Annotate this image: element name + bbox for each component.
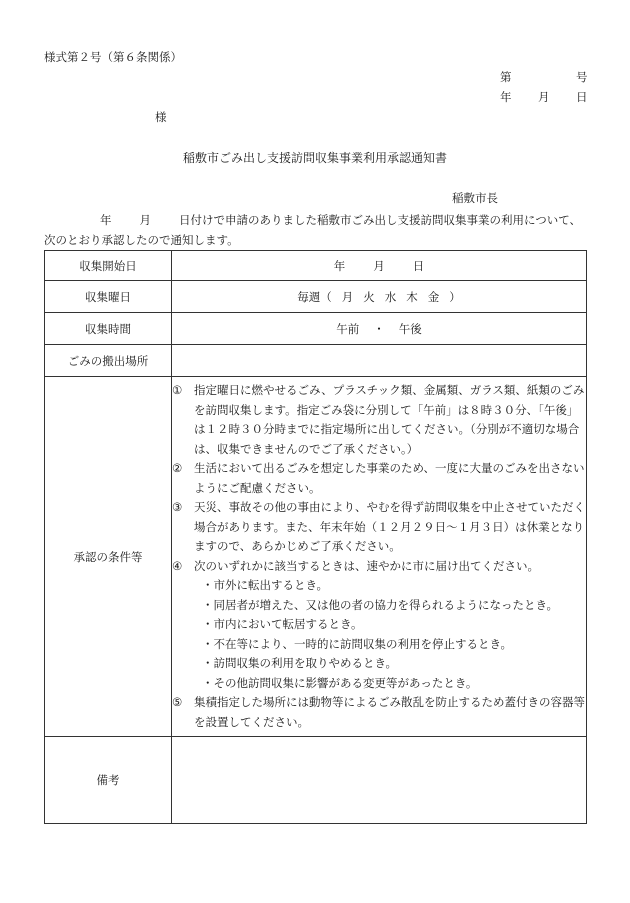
row-start-date <box>45 251 587 281</box>
weekday-mon: 月 <box>341 289 354 304</box>
place-value <box>172 345 587 377</box>
conditions-label: 承認の条件等 <box>45 377 172 737</box>
condition-mark: ③ <box>172 500 183 514</box>
condition-subitem: ・市外に転出するとき。 <box>202 578 329 592</box>
remarks-value <box>172 737 587 824</box>
form-number: 様式第２号（第６条関係） <box>44 50 182 64</box>
start-date-value <box>172 251 587 281</box>
condition-item <box>172 459 586 498</box>
time-value <box>172 313 587 345</box>
intro-text: 日付けで申請のありました稲敷市ごみ出し支援訪問収集事業の利用について、次のとおり承認したので通知します。 <box>44 213 582 247</box>
document-title: 稲敷市ごみ出し支援訪問収集事業利用承認通知書 <box>182 151 447 165</box>
weekday-fri: 金 <box>427 289 440 304</box>
weekday-thu: 木 <box>406 289 418 304</box>
condition-mark: ⑤ <box>172 695 183 709</box>
remarks-label: 備考 <box>45 737 172 824</box>
condition-mark: ② <box>172 461 183 475</box>
issuer-name: 稲敷市長 <box>452 191 498 205</box>
weekday-value <box>172 281 587 313</box>
time-separator: ・ <box>373 321 385 336</box>
issue-date-year: 年 <box>500 90 512 104</box>
condition-mark: ① <box>172 383 183 397</box>
condition-mark: ④ <box>172 558 183 573</box>
intro-paragraph <box>44 210 586 250</box>
start-date-label: 収集開始日 <box>45 251 172 281</box>
row-time <box>45 313 587 345</box>
weekday-suffix: ） <box>449 289 461 304</box>
time-pm: 午後 <box>398 321 422 336</box>
intro-year: 年 <box>100 213 112 227</box>
document-number-suffix: 号 <box>576 70 588 84</box>
condition-subitem: ・不在等により、一時的に訪問収集の利用を停止するとき。 <box>202 636 513 651</box>
row-weekday <box>45 281 587 313</box>
condition-item <box>172 498 586 557</box>
condition-subitem: ・その他訪問収集に影響がある変更等があったとき。 <box>202 675 478 690</box>
condition-text: 生活において出るごみを想定した事業のため、一度に大量のごみを出さないようにご配慮ください。 <box>194 461 585 495</box>
condition-text: 次のいずれかに該当するときは、速やかに市に届け出てください。 <box>194 558 539 573</box>
start-date-month: 月 <box>373 258 385 273</box>
row-remarks <box>45 737 587 824</box>
issue-date-month: 月 <box>538 90 550 104</box>
condition-item <box>172 693 586 732</box>
weekday-prefix: 毎週（ <box>297 289 332 304</box>
document-number-label: 第 <box>500 70 512 84</box>
condition-subitem: ・市内において転居するとき。 <box>202 617 363 631</box>
condition-text: 指定曜日に燃やせるごみ、プラスチック類、金属類、ガラス類、紙類のごみを訪問収集します。指定ごみ袋に分別して「午前」は８時３０分、「午後」は１２時３０分時までに指定場所に出してください。（分別が不適切な場合は、収集できませんのでご了承ください。） <box>194 383 585 456</box>
start-date-day: 日 <box>412 258 425 273</box>
row-place <box>45 345 587 377</box>
approval-table <box>44 250 587 824</box>
time-am: 午前 <box>336 321 360 336</box>
condition-item <box>172 381 586 459</box>
intro-month: 月 <box>139 213 151 227</box>
weekday-tue: 火 <box>363 289 375 304</box>
conditions-content <box>172 377 587 737</box>
condition-subitem: ・訪問収集の利用を取りやめるとき。 <box>202 656 398 670</box>
condition-item <box>172 557 586 577</box>
row-conditions <box>45 377 587 737</box>
issue-date-day: 日 <box>576 90 588 104</box>
addressee-suffix: 様 <box>155 110 167 124</box>
place-label: ごみの搬出場所 <box>45 345 172 377</box>
time-label: 収集時間 <box>45 313 172 345</box>
condition-subitem: ・同居者が増えた、又は他の者の協力を得られるようになったとき。 <box>202 597 559 612</box>
start-date-year: 年 <box>333 258 346 273</box>
condition-text: 天災、事故その他の事由により、やむを得ず訪問収集を中止させていただく場合があります。また、年末年始（１２月２９日～１月３日）は休業となりますので、あらかじめご了承ください。 <box>194 500 585 553</box>
weekday-label: 収集曜日 <box>45 281 172 313</box>
condition-text: 集積指定した場所には動物等によるごみ散乱を防止するため蓋付きの容器等を設置してください。 <box>194 695 585 729</box>
weekday-wed: 水 <box>384 289 397 304</box>
